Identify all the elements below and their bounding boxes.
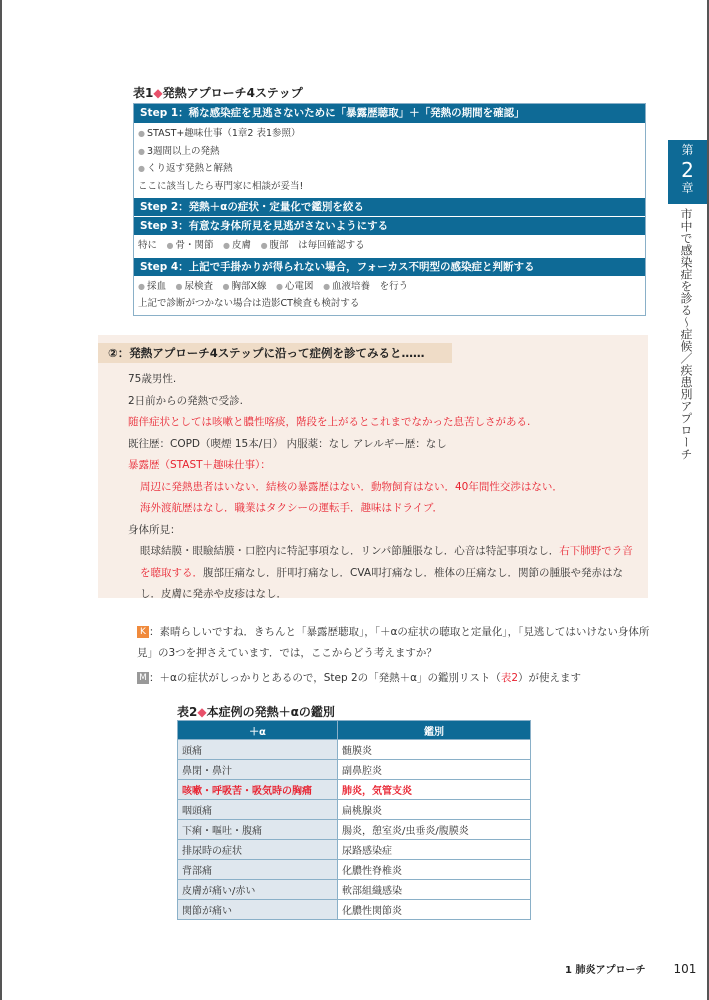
page-number: 101 xyxy=(673,962,697,976)
table-row: 下痢・嘔吐・腹痛 腸炎，憩室炎/虫垂炎/腹膜炎 xyxy=(178,820,531,840)
case-body: 75歳男性. 2日前からの発熱で受診. 随伴症状としては咳嗽と膿性喀痰，階段を上がるとこれまでなかった息苦しさがある. 既往歴：COPD（喫煙 15本/日） 内服薬：なし アレルギー歴：なし 暴露歴（STAST＋趣味仕事）： 周辺に発熱患者はいない．結核の暴露歴はない．動物飼育はない．40年間性交渉はない． 海外渡航歴はなし．職業はタクシーの運転手．趣味はドライブ． 身体所見： 眼球結膜・眼瞼結膜・口腔内に特記事項なし．リンパ節腫脹なし．心音は特記事項なし．右下肺野でラ音を聴取する．腹部圧痛なし．肝叩打痛なし．CVA叩打痛なし．椎体の圧痛なし．関節の腫脹や発赤はなし．皮膚に発赤や皮疹はなし． xyxy=(128,373,633,600)
page-edge xyxy=(0,0,2,1000)
dialogue-k: K ：素晴らしいですね．きちんと「暴露歴聴取」，「＋αの症状の聴取と定量化」，「見逃してはいけない身体所見」の3つを押さえています．では，ここからどう考えますか？ xyxy=(137,626,650,659)
case-box xyxy=(98,335,648,598)
diamond-icon: ◆ xyxy=(197,705,207,719)
dialogue-m: M ：＋αの症状がしっかりとあるので，Step 2の「発熱＋α」の鑑別リスト（表2）が使えます xyxy=(137,668,657,689)
table1-title xyxy=(133,84,303,101)
step2-header: Step 2：発熱＋αの症状・定量化で鑑別を絞る xyxy=(134,197,645,216)
list-item: ● STAST+趣味仕事（1章2 表1参照） xyxy=(138,128,301,139)
step1-body xyxy=(134,123,645,197)
chapter-tab: 第 2 章 xyxy=(668,140,707,204)
speaker-m-badge: M xyxy=(137,672,149,684)
table1 xyxy=(133,103,646,316)
column-header: 鑑別 xyxy=(338,721,531,740)
table-row: 頭痛 髄膜炎 xyxy=(178,740,531,760)
step3-header: Step 3：有意な身体所見を見逃がさないようにする xyxy=(134,216,645,235)
table-row: 皮膚が痛い/赤い 軟部組織感染 xyxy=(178,880,531,900)
speaker-k-badge: K xyxy=(137,626,149,638)
table-number: 表1 xyxy=(133,86,154,100)
chapter-title: 市中で感染症を診る～症候／疾患別アプローチ xyxy=(679,208,693,460)
step1-note: ここに該当したら専門家に相談が妥当! xyxy=(138,180,304,192)
list-item: ● 3週間以上の発熱 xyxy=(138,145,220,157)
case-heading: ②：発熱アプローチ4ステップに沿って症例を診てみると…… xyxy=(98,343,452,363)
table-row: 関節が痛い 化膿性関節炎 xyxy=(178,900,531,920)
table-row-highlighted: 咳嗽・呼吸苦・吸気時の胸痛 肺炎，気管支炎 xyxy=(178,780,531,800)
table-row: 咽頭痛 扁桃腺炎 xyxy=(178,800,531,820)
table-row: 鼻閉・鼻汁 副鼻腔炎 xyxy=(178,760,531,780)
page-footer xyxy=(565,961,696,976)
list-item: ● くり返す発熱と解熱 xyxy=(138,163,233,174)
step4-body: ● 採血 ● 尿検査 ● 胸部X線 ● 心電図 ● 血液培養 を行う 上記で診断がつかない場合は造影CT検査も検討する xyxy=(134,276,645,315)
step3-body: 特に ● 骨・関節 ● 皮膚 ● 腹部 は毎回確認する xyxy=(138,240,365,251)
step1-header: Step 1：稀な感染症を見逃さないために「暴露歴聴取」＋「発熱の期間を確認」 xyxy=(134,104,645,123)
table2 xyxy=(177,720,531,920)
diamond-icon: ◆ xyxy=(153,86,163,100)
table2-title: 表2◆本症例の発熱＋αの鑑別 xyxy=(177,705,335,719)
step4-note: 上記で診断がつかない場合は造影CT検査も検討する xyxy=(138,298,360,309)
step4-header: Step 4：上記で手掛かりが得られない場合，フォーカス不明型の感染症と判断する xyxy=(134,257,645,276)
table-row: 排尿時の症状 尿路感染症 xyxy=(178,840,531,860)
table-title-text: 発熱アプローチ4ステップ xyxy=(162,86,303,100)
footer-section: 1 肺炎アプローチ xyxy=(565,965,646,976)
table2-ref-link[interactable]: 表2 xyxy=(500,672,519,684)
table-row: 背部痛 化膿性脊椎炎 xyxy=(178,860,531,880)
column-header: ＋α xyxy=(178,721,338,740)
